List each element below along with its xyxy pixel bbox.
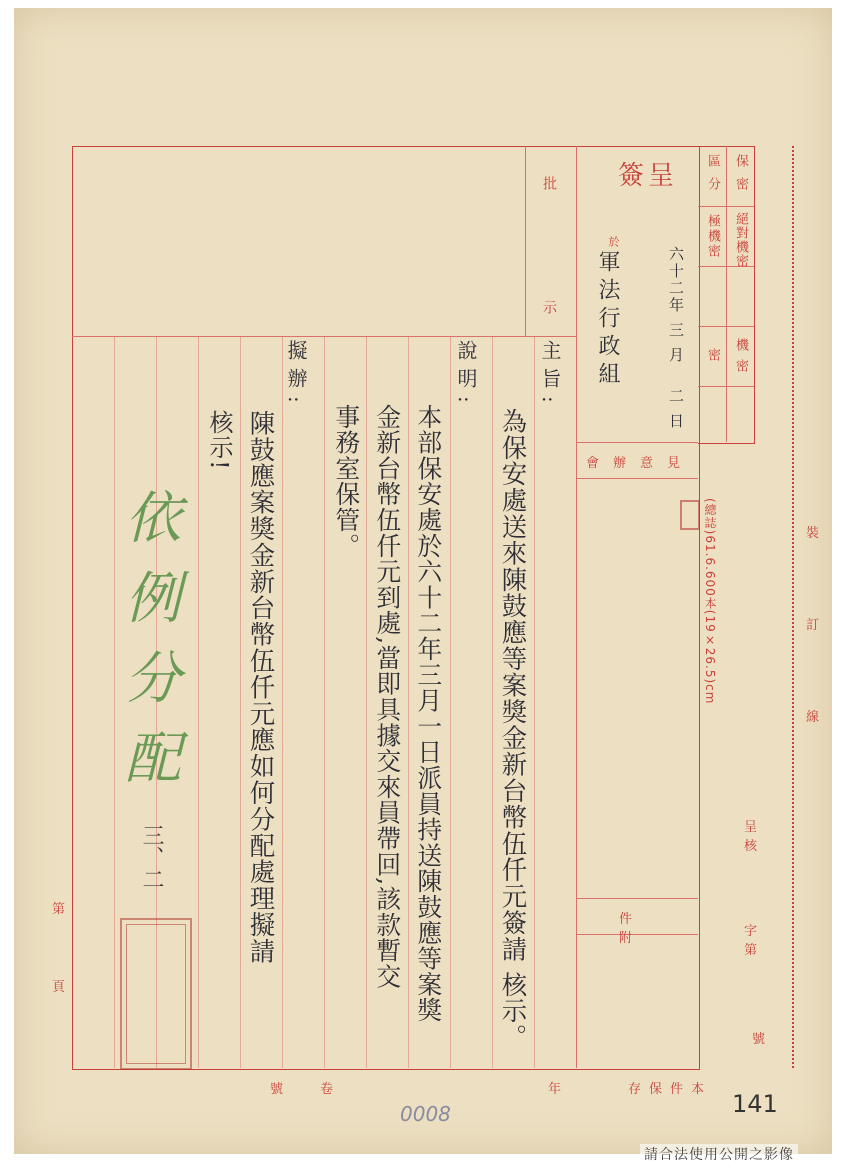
huiqian-top xyxy=(576,442,698,443)
col-line xyxy=(324,336,325,1068)
binding-label-1: 裝 xyxy=(806,526,820,541)
footer-nian: 年 xyxy=(548,1082,562,1097)
hao-label: 號 xyxy=(752,1032,766,1047)
title-divider xyxy=(525,146,526,336)
small-seal xyxy=(680,500,700,530)
huiqian-label xyxy=(582,452,694,471)
secrecy-header-2: 區分 xyxy=(705,154,720,200)
green-instruction: 依例分配 xyxy=(116,488,181,808)
col-line xyxy=(492,336,493,1068)
secrecy-row xyxy=(698,206,754,207)
col-line xyxy=(366,336,367,1068)
col-line xyxy=(114,336,115,1068)
binding-label-3: 線 xyxy=(806,710,820,725)
date-month: 三月 xyxy=(667,322,685,372)
fujian-top xyxy=(576,898,698,899)
green-date: 三、二 xyxy=(139,824,164,890)
shuoming-line-3: 事務室保管。 xyxy=(331,404,361,559)
pencil-number: 0008 xyxy=(400,1102,451,1126)
shuoming-line-2: 金新台幣伍仟元到處,當即具據交來員帶回,該款暫交 xyxy=(372,404,402,990)
date-stamp xyxy=(120,918,192,1070)
secrecy-row xyxy=(698,326,754,327)
zidi-label: 字第 xyxy=(744,924,764,958)
secrecy-level-4: 密 xyxy=(705,348,720,361)
niban-line-2: 核示! xyxy=(205,410,233,471)
zhuzhi-label: 主旨: xyxy=(538,340,562,411)
huiqian-text: 會辦意見 xyxy=(585,456,694,471)
page-label-1: 第 xyxy=(52,902,66,917)
huiqian-bottom xyxy=(576,478,698,479)
col-line xyxy=(198,336,199,1068)
binding-line xyxy=(792,146,794,1068)
fujian-text: 件附 xyxy=(618,912,694,946)
niban-label: 擬辦: xyxy=(284,340,308,411)
pishi-label-1: 批 xyxy=(541,176,557,190)
page-label-2: 頁 xyxy=(52,980,66,995)
pishi-label-2: 示 xyxy=(541,300,557,314)
watermark: 請合法使用公開之影像 xyxy=(640,1144,798,1164)
shuoming-line-1: 本部保安處於六十二年三月一日派員持送陳鼓應等案獎 xyxy=(413,404,443,1024)
shuoming-label: 說明: xyxy=(454,340,478,411)
pishi-divider xyxy=(576,146,577,1068)
footer-hao: 號 xyxy=(270,1082,284,1097)
secrecy-divider xyxy=(726,146,727,442)
binding-label-2: 訂 xyxy=(806,618,820,633)
secrecy-row xyxy=(698,386,754,387)
secrecy-header-1: 保密 xyxy=(733,154,748,200)
footer-juan: 卷 xyxy=(320,1082,334,1097)
secrecy-level-2: 極機密 xyxy=(705,214,720,259)
col-line xyxy=(450,336,451,1068)
col-line xyxy=(534,336,535,1068)
col-line xyxy=(240,336,241,1068)
stamp-inner xyxy=(126,924,186,1064)
zhuzhi-text: 為保安處送來陳鼓應等案獎金新台幣伍仟元簽請 核示。 xyxy=(498,408,529,1051)
handwritten-page-number: 141 xyxy=(732,1090,778,1118)
to-prefix: 於 xyxy=(607,236,620,247)
to-unit: 軍法行政組 xyxy=(595,250,620,390)
print-code: (總誌)61.6.600本(19×26.5)cm xyxy=(703,498,717,705)
form-title: 簽呈 xyxy=(618,161,679,191)
date-year: 六十二年 xyxy=(667,246,685,314)
niban-line-1: 陳鼓應案獎金新台幣伍仟元應如何分配處理擬請 xyxy=(246,410,277,965)
chenghe-label: 呈核 xyxy=(744,820,764,854)
footer-keep: 存保件本 xyxy=(628,1082,713,1097)
col-line xyxy=(408,336,409,1068)
col-line xyxy=(282,336,283,1068)
secrecy-level-3: 機密 xyxy=(733,338,748,380)
fujian-label xyxy=(582,908,694,946)
secrecy-level-1: 絕對機密 xyxy=(733,212,748,268)
date-day: 二日 xyxy=(667,388,685,438)
